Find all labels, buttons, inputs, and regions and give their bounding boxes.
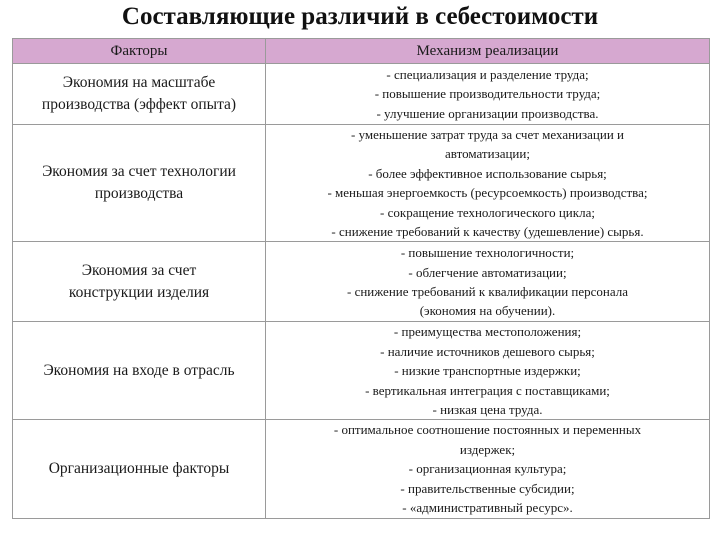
factor-line: Экономия за счет технологии xyxy=(42,163,236,181)
mechanism-line: издержек; xyxy=(459,441,516,457)
factor-cell xyxy=(13,125,266,242)
header-factors: Факторы xyxy=(13,39,266,64)
page-title: Составляющие различий в себестоимости xyxy=(121,3,599,30)
table-row xyxy=(13,125,710,242)
mechanism-cell xyxy=(266,125,710,242)
mechanism-cell xyxy=(266,242,710,322)
factor-cell xyxy=(13,322,266,420)
mechanism-line: (экономия на обучении). xyxy=(419,303,556,319)
factor-line: конструкции изделия xyxy=(68,283,210,301)
mechanism-line: - облегчение автоматизации; xyxy=(408,264,567,280)
factor-line: Экономия за счет xyxy=(81,261,197,279)
mechanism-line: - правительственные субсидии; xyxy=(400,480,575,496)
mechanism-line: - снижение требований к квалификации персонала xyxy=(346,283,629,299)
factor-line: производства (эффект опыта) xyxy=(41,96,237,113)
mechanism-cell xyxy=(266,420,710,518)
mechanism-line: - сокращение технологического цикла; xyxy=(380,204,595,220)
mechanism-line: - специализация и разделение труда; xyxy=(386,66,589,82)
factor-line: Экономия на входе в отрасль xyxy=(43,361,235,379)
mechanism-line: автоматизации; xyxy=(445,146,530,162)
mechanism-line: - улучшение организации производства. xyxy=(376,105,599,121)
mechanism-line: - повышение технологичности; xyxy=(400,245,575,261)
mechanism-line: - наличие источников дешевого сырья; xyxy=(380,343,595,359)
mechanism-line: - низкая цена труда. xyxy=(432,402,543,418)
mechanism-cell xyxy=(266,64,710,125)
factor-cell xyxy=(13,242,266,322)
mechanism-line: - «административный ресурс». xyxy=(402,500,573,516)
table-row xyxy=(13,322,710,420)
mechanism-line: - вертикальная интеграция с поставщиками; xyxy=(365,382,610,398)
cost-factors-table xyxy=(12,38,710,519)
mechanism-line: - уменьшение затрат труда за счет механизации и xyxy=(351,127,624,142)
table-header-row xyxy=(13,39,710,64)
mechanism-line: - организационная культура; xyxy=(408,461,567,477)
table-row xyxy=(13,242,710,322)
mechanism-line: - оптимальное соотношение постоянных и переменных xyxy=(333,422,642,438)
table-row xyxy=(13,420,710,518)
factor-cell xyxy=(13,420,266,518)
factor-line: производства xyxy=(94,185,184,203)
mechanism-line: - низкие транспортные издержки; xyxy=(394,363,581,379)
mechanism-line: - меньшая энергоемкость (ресурсоемкость) производства; xyxy=(327,185,648,201)
table-row xyxy=(13,64,710,125)
mechanism-line: - снижение требований к качеству (удешевление) сырья. xyxy=(331,224,644,240)
mechanism-line: - повышение производительности труда; xyxy=(374,86,601,102)
mechanism-line: - преимущества местоположения; xyxy=(393,324,582,340)
mechanism-cell xyxy=(266,322,710,420)
mechanism-line: - более эффективное использование сырья; xyxy=(368,165,607,181)
header-mechanism: Механизм реализации xyxy=(266,39,710,64)
factor-line: Экономия на масштабе xyxy=(62,74,216,91)
factor-line: Организационные факторы xyxy=(48,459,230,477)
factor-cell xyxy=(13,64,266,125)
